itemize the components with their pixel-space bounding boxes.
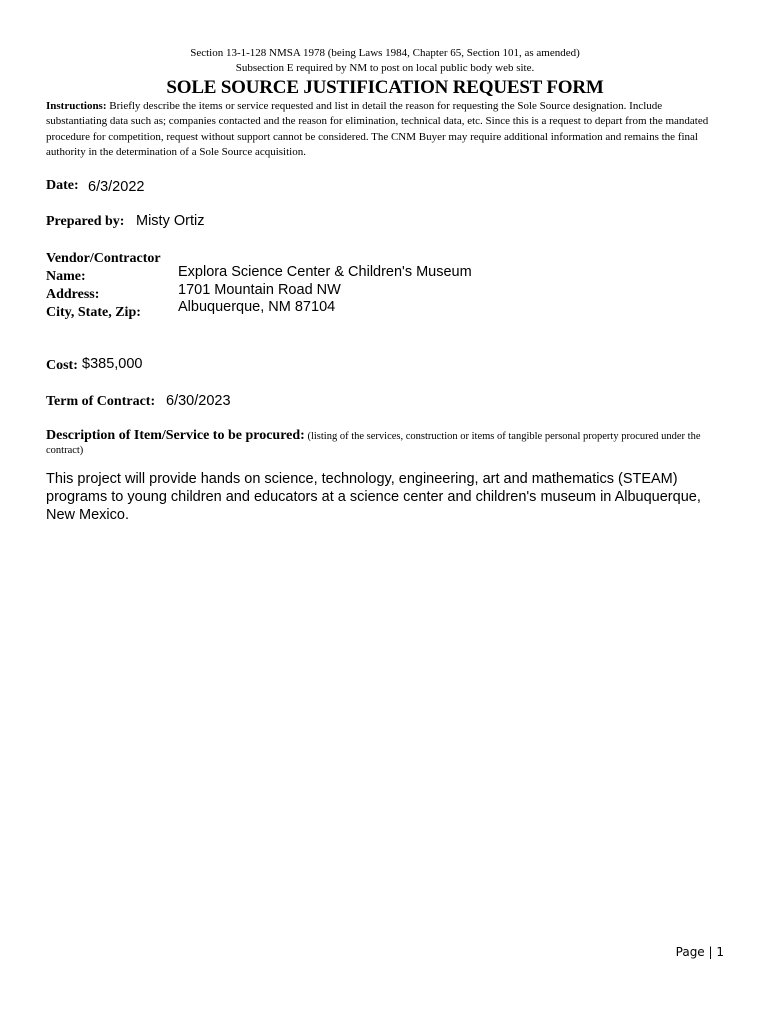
prepared-by-value: Misty Ortiz bbox=[136, 213, 205, 229]
term-label: Term of Contract: bbox=[46, 394, 156, 409]
vendor-heading-label: Vendor/Contractor bbox=[46, 251, 161, 266]
instructions-label: Instructions: bbox=[46, 100, 107, 112]
vendor-city-label: City, State, Zip: bbox=[46, 305, 141, 320]
statute-reference: Section 13-1-128 NMSA 1978 (being Laws 1984, Chapter 65, Section 101, as amended) bbox=[190, 47, 580, 59]
vendor-address-value: 1701 Mountain Road NW bbox=[178, 281, 341, 298]
vendor-city-value: Albuquerque, NM 87104 bbox=[178, 299, 336, 315]
date-value: 6/3/2022 bbox=[88, 179, 145, 195]
description-heading bbox=[46, 429, 718, 458]
page-number: Page | 1 bbox=[675, 945, 724, 959]
description-body: This project will provide hands on science, technology, engineering, art and mathematics (STEAM) programs to young children and educators at a science center and children's museum in Albuquerque, New Mexico. bbox=[46, 471, 701, 523]
subsection-note: Subsection E required by NM to post on local public body web site. bbox=[235, 62, 535, 74]
term-value: 6/30/2023 bbox=[166, 393, 231, 409]
vendor-name-label: Name: bbox=[46, 269, 86, 284]
cost-value: $385,000 bbox=[82, 356, 143, 372]
vendor-values bbox=[178, 264, 472, 317]
vendor-name-value: Explora Science Center & Children's Museum bbox=[178, 264, 472, 280]
instructions-block bbox=[46, 99, 716, 160]
vendor-labels bbox=[46, 250, 161, 322]
date-label: Date: bbox=[46, 178, 79, 193]
prepared-by-label: Prepared by: bbox=[46, 214, 125, 229]
description-note: (listing of the services, construction or items of tangible personal property procured under the contract) bbox=[46, 431, 701, 456]
cost-label: Cost: bbox=[46, 358, 78, 373]
vendor-address-label: Address: bbox=[46, 287, 100, 302]
description-label: Description of Item/Service to be procured: bbox=[46, 428, 305, 443]
page-title: SOLE SOURCE JUSTIFICATION REQUEST FORM bbox=[166, 77, 604, 98]
instructions-text: Briefly describe the items or service requested and list in detail the reason for requesting the Sole Source designation. Include substantiating data such as; companies contacted and the reason for elimination, technical data, etc. Since this is a request to depart from the mandated procedure for competition, request without support cannot be considered. The CNM Buyer may require additional information and remains the final authority in the determination of a Sole Source acquisition. bbox=[46, 100, 709, 158]
